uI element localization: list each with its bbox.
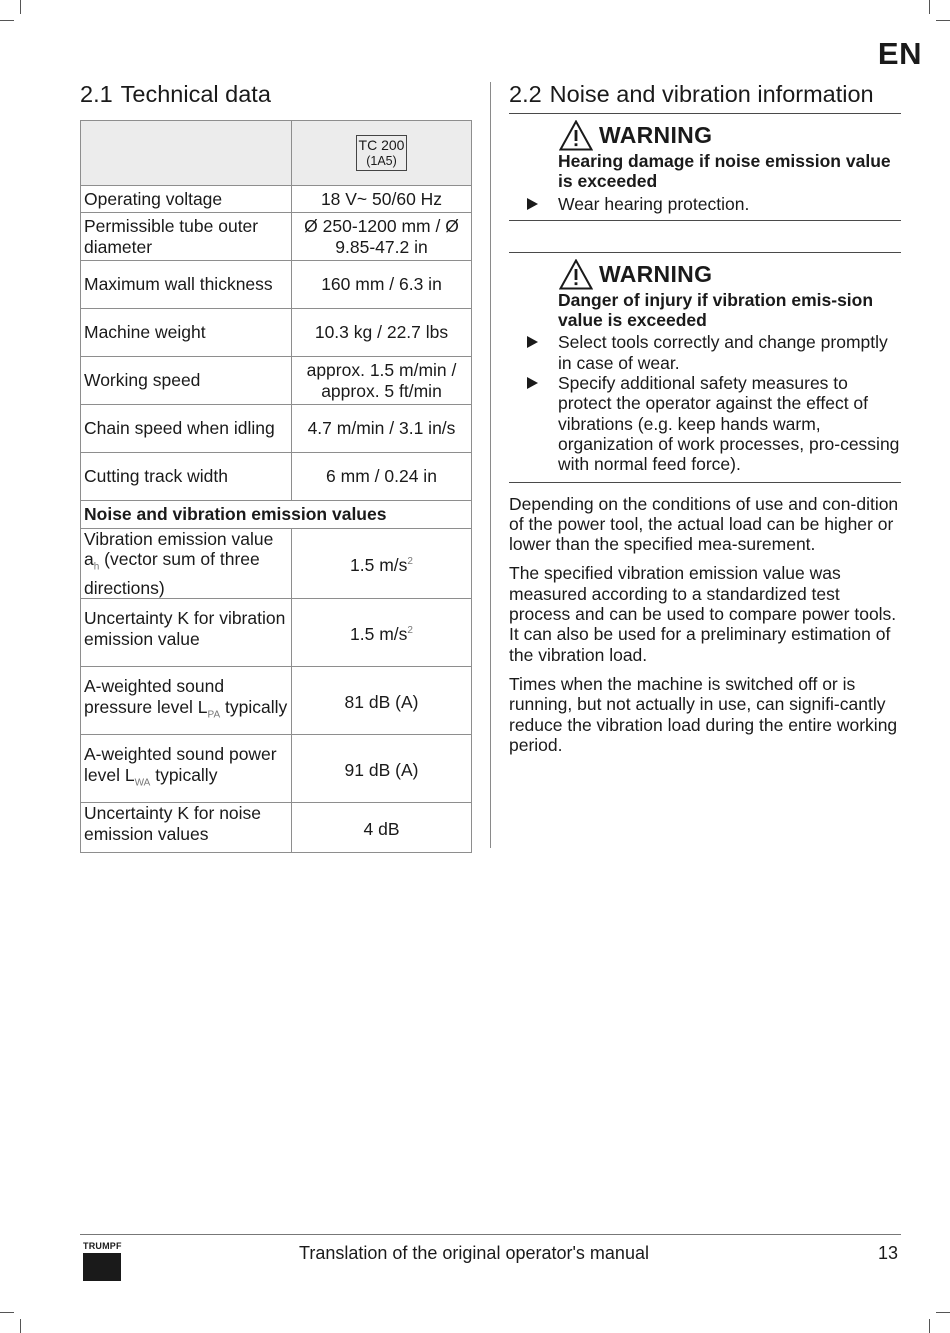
row-value: Ø 250-1200 mm / Ø 9.85-47.2 in xyxy=(292,213,472,261)
crop-mark xyxy=(936,20,950,21)
table-header-row xyxy=(81,121,472,186)
table-row xyxy=(81,186,472,213)
brand-logo-text: TRUMPF xyxy=(83,1241,122,1251)
row-label: Machine weight xyxy=(81,309,292,357)
list-item-text: Select tools correctly and change promptly in case of wear. xyxy=(558,332,888,373)
row-value xyxy=(292,667,472,735)
row-label: Maximum wall thickness xyxy=(81,261,292,309)
warning-title xyxy=(559,120,901,151)
bullet-arrow-icon xyxy=(527,336,538,348)
table-header-model xyxy=(292,121,472,186)
footer-caption: Translation of the original operator's manual xyxy=(299,1243,649,1263)
list-item xyxy=(509,194,901,214)
row-value: 10.3 kg / 22.7 lbs xyxy=(292,309,472,357)
label-text: A-weighted sound pressure level L xyxy=(84,676,225,717)
model-name: TC 200 xyxy=(358,137,405,153)
row-value xyxy=(292,803,472,853)
list-item-text: Wear hearing protection. xyxy=(558,193,750,214)
bullet-arrow-icon xyxy=(527,377,538,389)
row-value xyxy=(292,529,472,599)
table-row xyxy=(81,667,472,735)
brand-logo-block xyxy=(83,1253,121,1281)
crop-mark xyxy=(929,0,930,14)
row-label: Permissible tube outer diameter xyxy=(81,213,292,261)
paragraph: Depending on the conditions of use and con-dition of the power tool, the actual load can be higher or lower than the specified mea-surement. xyxy=(509,493,899,555)
label-subscript: h xyxy=(93,561,100,573)
crop-mark xyxy=(0,20,14,21)
language-label: EN xyxy=(877,36,922,71)
column-divider xyxy=(490,82,491,848)
table-row xyxy=(81,213,472,261)
row-label xyxy=(81,599,292,667)
crop-mark xyxy=(0,1312,14,1313)
list-item xyxy=(509,332,901,373)
value-text: 81 dB (A) xyxy=(344,692,419,713)
table-row xyxy=(81,261,472,309)
list-item-text: Specify additional safety measures to protect the operator against the effect of vibrations (e.g. keep hands warm, organization of work processes, pro-cessing with normal feed force). xyxy=(558,373,900,475)
row-value xyxy=(292,735,472,803)
bullet-arrow-icon xyxy=(527,198,538,210)
row-label: Working speed xyxy=(81,357,292,405)
label-text: Uncertainty K for noise emission values xyxy=(84,803,262,844)
warning-list xyxy=(509,194,901,214)
crop-mark xyxy=(936,1312,950,1313)
table-row xyxy=(81,803,472,853)
page-number: 13 xyxy=(877,1243,898,1263)
row-label xyxy=(81,803,292,853)
label-subscript: WA xyxy=(134,777,151,789)
warning-list xyxy=(509,332,901,474)
model-code: (1A5) xyxy=(366,154,397,168)
row-value xyxy=(292,599,472,667)
row-value: 6 mm / 0.24 in xyxy=(292,453,472,501)
label-text: A-weighted sound power level L xyxy=(84,744,277,785)
paragraph: The specified vibration emission value was measured according to a standardized test process and can be used to compare power tools. It can also be used for a preliminary estimation of the vibration load. xyxy=(509,563,897,665)
warning-triangle-icon xyxy=(559,120,593,151)
table-row xyxy=(81,599,472,667)
row-label: Chain speed when idling xyxy=(81,405,292,453)
section-number: 2.1 xyxy=(80,81,113,107)
value-text: 4 dB xyxy=(363,819,400,840)
technical-data-column xyxy=(80,80,472,844)
crop-mark xyxy=(20,1319,21,1333)
warning-subtitle: Danger of injury if vibration emis-sion value is exceeded xyxy=(558,289,874,331)
table-row xyxy=(81,453,472,501)
warning-subtitle: Hearing damage if noise emission value is exceeded xyxy=(558,151,891,192)
model-box xyxy=(356,135,408,171)
row-label xyxy=(81,735,292,803)
paragraph: Times when the machine is switched off or is running, but not actually in use, can signifi-cantly reduce the vibration load during the entire working period. xyxy=(509,673,898,755)
row-label: Operating voltage xyxy=(81,186,292,213)
table-row xyxy=(81,309,472,357)
crop-mark xyxy=(929,1319,930,1333)
warning-title xyxy=(559,259,901,290)
label-text: typically xyxy=(220,696,288,717)
row-label: Cutting track width xyxy=(81,453,292,501)
table-row xyxy=(81,735,472,803)
table-row xyxy=(81,529,472,599)
row-label xyxy=(81,529,292,599)
table-header-empty xyxy=(81,121,292,186)
warning-hearing xyxy=(509,113,901,220)
value-text: 91 dB (A) xyxy=(344,760,419,781)
section-title-technical-data xyxy=(80,80,472,108)
warning-triangle-icon xyxy=(559,259,593,290)
row-value: 160 mm / 6.3 in xyxy=(292,261,472,309)
value-superscript: 2 xyxy=(407,556,413,568)
warning-bottom-rule xyxy=(509,220,901,221)
warning-title-text: WARNING xyxy=(599,260,713,287)
section-heading-noise: Noise and vibration emission values xyxy=(81,501,472,529)
value-text: 1.5 m/s xyxy=(350,624,408,645)
section-title-text: Noise and vibration information xyxy=(549,81,874,107)
label-text: Vibration emission value a xyxy=(84,529,274,570)
section-title-text: Technical data xyxy=(120,81,271,107)
label-text: (vector sum of three directions) xyxy=(84,549,260,599)
row-value: approx. 1.5 m/min / approx. 5 ft/min xyxy=(292,357,472,405)
table-row xyxy=(81,405,472,453)
list-item xyxy=(509,373,901,474)
value-superscript: 2 xyxy=(407,625,413,637)
row-value: 4.7 m/min / 3.1 in/s xyxy=(292,405,472,453)
body-text xyxy=(509,494,901,756)
label-text: typically xyxy=(150,764,218,785)
row-label xyxy=(81,667,292,735)
value-text: 1.5 m/s xyxy=(350,554,408,575)
table-row xyxy=(81,357,472,405)
technical-data-table xyxy=(80,120,472,853)
crop-mark xyxy=(20,0,21,14)
label-text: Uncertainty K for vibration emission value xyxy=(84,608,286,649)
section-title-noise-vibration xyxy=(509,80,901,108)
warning-title-text: WARNING xyxy=(599,122,713,148)
section-number: 2.2 xyxy=(509,81,542,107)
warning-vibration xyxy=(509,252,901,483)
footer-rule xyxy=(80,1234,901,1235)
noise-vibration-column xyxy=(509,80,901,764)
row-value: 18 V~ 50/60 Hz xyxy=(292,186,472,213)
label-subscript: PA xyxy=(207,709,221,721)
table-section-row xyxy=(81,501,472,529)
